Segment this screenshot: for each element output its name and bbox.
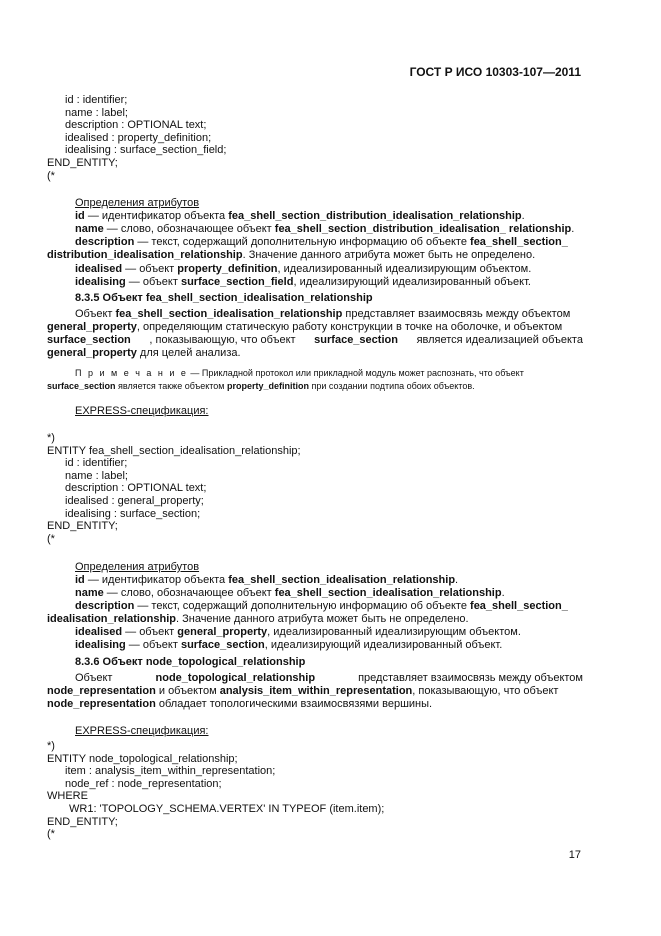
attr-name: name — слово, обозначающее объект fea_shell_section_idealisation_relationship. xyxy=(75,587,505,599)
attr-name: name — слово, обозначающее объект fea_shell_section_distribution_idealisation_ relationship. xyxy=(75,223,575,235)
code-line: node_ref : node_representation; xyxy=(65,777,222,790)
code-line: (* xyxy=(47,828,55,841)
code-line: (* xyxy=(47,169,55,182)
section-836-para-line: node_representation обладает топологическими взаимосвязями вершины. xyxy=(47,698,433,710)
section-836-heading: 8.3.6 Объект node_topological_relationship xyxy=(75,656,306,668)
code-line: idealising : surface_section_field; xyxy=(65,144,227,157)
code-line: item : analysis_item_within_representation; xyxy=(65,765,276,778)
express-heading: EXPRESS-спецификация: xyxy=(75,725,209,737)
code-line: END_ENTITY; xyxy=(47,156,118,169)
code-line: WR1: 'TOPOLOGY_SCHEMA.VERTEX' IN TYPEOF (item.item); xyxy=(69,802,385,815)
code-line: WHERE xyxy=(47,790,88,803)
code-line: id : identifier; xyxy=(65,94,128,106)
section-835-para-line: Объект fea_shell_section_idealisation_relationship представляет взаимосвязь между объектом xyxy=(75,308,571,320)
code-line: idealised : property_definition; xyxy=(65,131,212,144)
document-header: ГОСТ Р ИСО 10303-107—2011 xyxy=(409,65,581,79)
code-line: END_ENTITY; xyxy=(47,815,118,828)
attr-description: description — текст, содержащий дополнительную информацию об объекте fea_shell_section_ xyxy=(75,600,568,612)
attributes-heading: Определения атрибутов xyxy=(75,561,200,573)
code-line: ENTITY node_topological_relationship; xyxy=(47,752,238,765)
code-line: idealising : surface_section; xyxy=(65,507,201,520)
section-835-para-line: general_property, определяющим статическую работу конструкции в точке на оболочке, и объектом xyxy=(47,321,563,333)
section-835-para-line: general_property для целей анализа. xyxy=(47,347,241,359)
section-835-heading: 8.3.5 Объект fea_shell_section_idealisation_relationship xyxy=(75,292,373,304)
code-line: END_ENTITY; xyxy=(47,520,118,533)
code-line: ENTITY fea_shell_section_idealisation_relationship; xyxy=(47,444,301,457)
express-heading: EXPRESS-спецификация: xyxy=(75,405,209,417)
code-line: *) xyxy=(47,740,55,752)
attr-idealising: idealising — объект surface_section, идеализирующий идеализированный объект. xyxy=(75,639,503,651)
section-835-para-line: surface_section , показывающую, что объект surface_section является идеализацией объекта xyxy=(47,334,583,346)
code-block-3 xyxy=(47,740,384,841)
code-line: description : OPTIONAL text; xyxy=(65,482,207,495)
attr-idealising: idealising — объект surface_section_field, идеализирующий идеализированный объект. xyxy=(75,276,531,288)
attr-description: description — текст, содержащий дополнительную информацию об объекте fea_shell_section_ distribution_idealisation_relationship. Значение данного атрибута может быть не определено. xyxy=(47,236,568,262)
section-836-para-line: node_representation и объектом analysis_item_within_representation, показывающую, что объект xyxy=(47,685,559,697)
note-line: П р и м е ч а н и е — Прикладной протокол или прикладной модуль может распознать, что объект xyxy=(75,368,524,378)
page-number: 17 xyxy=(568,849,581,861)
note-line: surface_section является также объектом property_definition при создании подтипа обоих объектов. xyxy=(47,381,475,391)
code-line: name : label; xyxy=(65,469,128,482)
code-block-1 xyxy=(47,94,226,182)
attr-id: id — идентификатор объекта fea_shell_section_distribution_idealisation_relationship. xyxy=(75,210,525,222)
attr-idealised: idealised — объект property_definition, идеализированный идеализирующим объектом. xyxy=(75,263,532,275)
code-line: name : label; xyxy=(65,106,128,119)
code-line: id : identifier; xyxy=(65,457,128,470)
code-block-2 xyxy=(47,432,301,545)
code-line: description : OPTIONAL text; xyxy=(65,119,207,132)
attr-id: id — идентификатор объекта fea_shell_section_idealisation_relationship. xyxy=(75,574,459,586)
code-line: *) xyxy=(47,432,55,444)
attr-description-cont: idealisation_relationship. Значение данного атрибута может быть не определено. xyxy=(47,613,469,625)
attributes-heading: Определения атрибутов xyxy=(75,197,200,209)
code-line: idealised : general_property; xyxy=(65,494,204,507)
section-836-para-line: Объект node_topological_relationship представляет взаимосвязь между объектом xyxy=(75,672,583,684)
code-line: (* xyxy=(47,532,55,545)
attr-idealised: idealised — объект general_property, идеализированный идеализирующим объектом. xyxy=(75,626,521,638)
